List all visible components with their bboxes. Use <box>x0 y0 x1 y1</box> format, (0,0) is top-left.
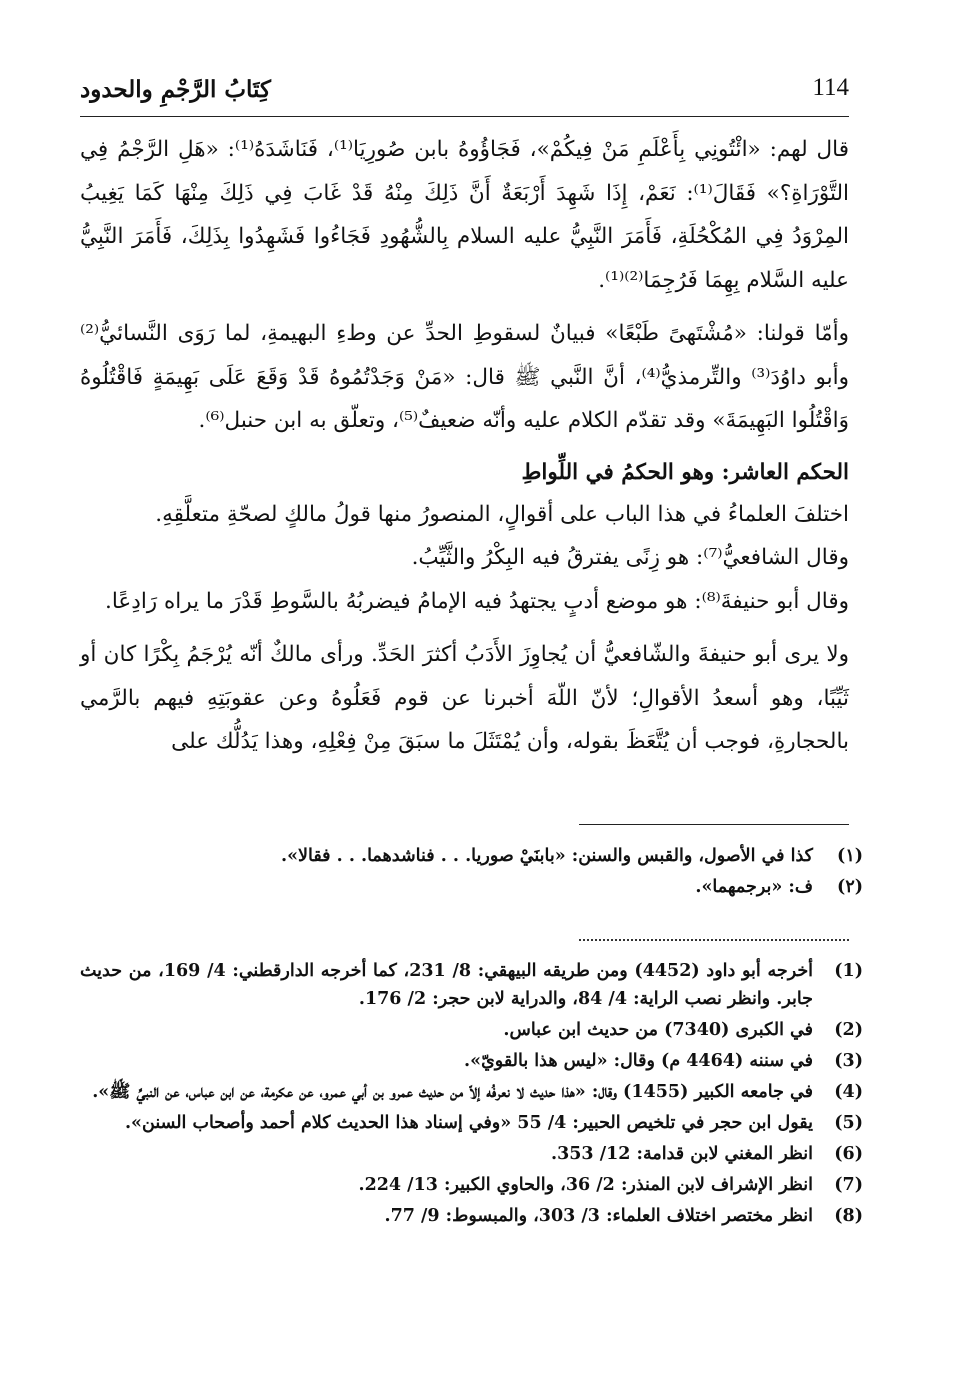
footnote-number: (1) <box>834 961 863 981</box>
footnote <box>80 1078 863 1106</box>
main-text <box>80 128 849 774</box>
footnote-number: (٢) <box>837 877 863 897</box>
footnote-text: في الكبرى (7340) من حديث ابن عباس. <box>503 1020 813 1040</box>
footnote <box>80 1109 863 1137</box>
footnote-text: انظر المغني لابن قدامة: 12/ 353. <box>550 1144 813 1164</box>
section-heading: الحكم العاشر: وهو الحكمُ في اللِّواطِ <box>521 459 849 485</box>
footnote <box>80 1171 863 1199</box>
footnote-number: (3) <box>834 1051 863 1071</box>
paragraph: ولا يرى أبو حنيفةَ والشّافعيُّ أن يُجاوِزَ الأَدَبُ أكثرَ الحَدِّ. ورأى مالكٌ أنّه يُرْجَمُ بِكْرًا كان أو ثَيِّبًا، وهو أسعدُ الأقوالِ؛ لأنّ اللّهَ أخبرنا عن قوم فَعَلُوهُ وعن عقوبَتِهِ فيهم بالرَّمي بالحجارةِ، فوجب أن يُتَّعَظَ بقوله، وأن يُمْتَثَلَ ما سبَقَ مِنْ فِعْلِهِ، وهذا يَدُلُّك على <box>80 642 849 754</box>
footnote <box>80 1202 863 1230</box>
reference-footnotes <box>80 957 863 1233</box>
footnote-text: ف: «برجمهما». <box>695 877 813 897</box>
footnote-text: يقول ابن حجر في تلخيص الحبير: 4/ 55 «وفي إسناد هذا الحديث كلام أحمد وأصحاب السنن». <box>124 1113 813 1133</box>
footnote-number: (7) <box>834 1175 863 1195</box>
footnote-number: (5) <box>834 1113 863 1133</box>
paragraph: وقال الشافعيُّ⁽⁷⁾: هو زِنًى يفترقُ فيه البِكْرُ والثَّيِّبُ. <box>411 545 849 570</box>
footnote-text: انظر مختصر اختلاف العلماء: 3/ 303، والمبسوط: 9/ 77. <box>384 1206 813 1226</box>
running-title: كِتَابُ الرَّجْمِ والحدود <box>80 76 271 103</box>
paragraph: وقال أبو حنيفةَ⁽⁸⁾: هو موضع أدبٍ يجتهدُ فيه الإمامُ فيضربُهُ بالسَّوطِ قَدْرَ ما يراه رَادِعًا. <box>105 588 849 614</box>
footnote-text: كذا في الأصول، والقبس والسنن: «بابنَيْ صوريا. . . فناشدهما. . . فقالا». <box>280 846 813 866</box>
paragraph: وأمّا قولنا: «مُشْتَهىً طَبْعًا» فبيانٌ لسقوطِ الحدِّ عن وطءِ البهيمةِ، لما رَوَى النَّسائيُّ⁽²⁾ وأبو داوُدَ⁽³⁾ والتِّرمذيُّ⁽⁴⁾، أنَّ النَّبي ﷺ قال: «مَنْ وَجَدْتُمُوهُ قَدْ وَقَعَ عَلَى بَهِيمَةٍ فَاقْتُلُوهُ وَاقْتُلُوا البَهِيمَةَ» وقد تقدّم الكلام عليه وأنّه ضعيفٌ⁽⁵⁾، وتعلّق به ابن حنبل⁽⁶⁾. <box>80 321 849 433</box>
footnote-number: (١) <box>837 846 863 866</box>
footnote <box>80 1016 863 1044</box>
page-header <box>80 70 849 117</box>
paragraph: قال لهم: «ائْتُونِي بِأَعْلَمِ مَنْ فِيكُمْ»، فَجَاؤُوهُ بابن صُورِيَا⁽¹⁾، فَنَاشَدَهُ⁽¹⁾: «هَلِ الرَّجْمُ فِي التَّوْرَاةِ؟» فَقَالَ⁽¹⁾: نَعَمْ، إِذَا شَهِدَ أَرْبَعَةٌ أَنَّ ذَلِكَ مِنْهُ قَدْ غَابَ فِي ذَلِكَ مِنْهَا كَمَا يَغِيبُ المِرْوَدُ فِي المُكْحُلَةِ، فَأَمَرَ النَّبِيُّ عليه السلام بِالشُّهُودِ فَجَاءُوا فَشَهِدُوا بِذَلِكَ، فَأَمَرَ النَّبِيُّ عليه السَّلام بِهِمَا فَرُجِمَا⁽²⁾⁽¹⁾. <box>80 137 849 293</box>
footnote-dotted-divider <box>579 939 849 941</box>
paragraph: اختلفَ العلماءُ في هذا الباب على أقوالٍ، المنصورُ منها قولُ مالكٍ لصحّةِ متعلَّقِهِ. <box>155 501 849 527</box>
footnote-text: انظر الإشراف لابن المنذر: 2/ 36، والحاوي الكبير: 13/ 224. <box>358 1175 813 1195</box>
footnote <box>80 957 863 1013</box>
footnote-text: في سننه (4464 م) وقال: «ليس هذا بالقويّ». <box>464 1051 813 1071</box>
footnote <box>80 1140 863 1168</box>
editor-footnotes <box>80 842 863 904</box>
footnote-number: (4) <box>834 1082 863 1102</box>
page-number: 114 <box>812 74 849 101</box>
footnote <box>80 873 863 901</box>
footnote-divider <box>579 824 849 825</box>
footnote-text: أخرجه أبو داود (4452) ومن طريقه البيهقي: 8/ 231، كما أخرجه الدارقطني: 4/ 169، من حديث جابر. وانظر نصب الراية: 4/ 84، والدراية لابن حجر: 2/ 176. <box>80 961 814 1009</box>
footnote <box>80 1047 863 1075</box>
footnote-number: (6) <box>834 1144 863 1164</box>
footnote-number: (2) <box>834 1020 863 1040</box>
footnote-text: في جامعه الكبير (1455) وقال: «هذا حديث لا نعرفُه إلاّ من حديث عمرو بن أبي عمرو، عن عكرمة، عن ابن عباس، عن النبيِّ ﷺ». <box>92 1082 813 1102</box>
footnote <box>80 842 863 870</box>
footnote-number: (8) <box>834 1206 863 1226</box>
